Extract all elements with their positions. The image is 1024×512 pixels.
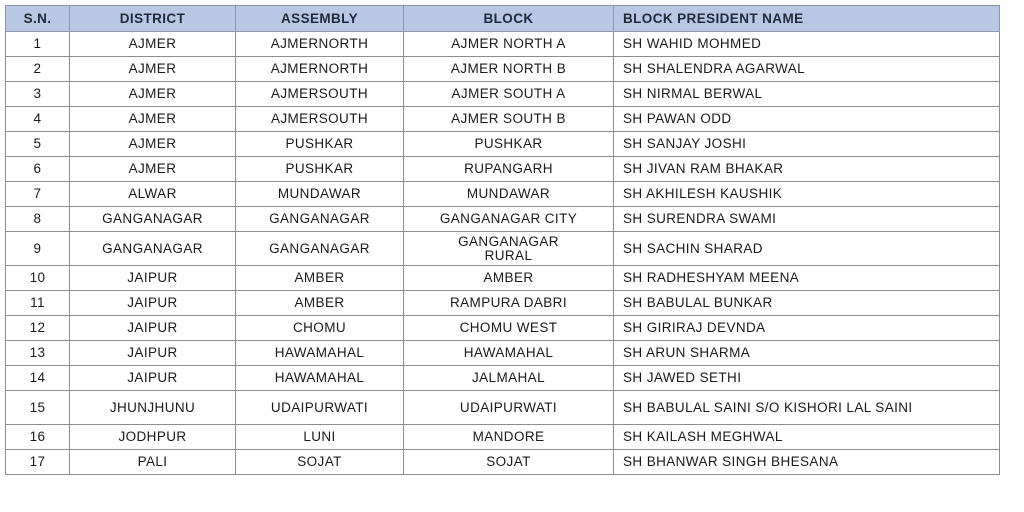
table-row (6, 132, 1000, 157)
cell-sn: 9 (6, 232, 70, 266)
cell-district: JAIPUR (70, 291, 236, 316)
cell-assembly: GANGANAGAR (236, 207, 404, 232)
cell-sn: 15 (6, 391, 70, 425)
table-row (6, 316, 1000, 341)
table-row (6, 57, 1000, 82)
cell-president: SH SURENDRA SWAMI (614, 207, 1000, 232)
cell-block: AJMER SOUTH B (404, 107, 614, 132)
cell-assembly: MUNDAWAR (236, 182, 404, 207)
cell-district: AJMER (70, 82, 236, 107)
table-row (6, 266, 1000, 291)
table-body (6, 32, 1000, 475)
cell-district: AJMER (70, 57, 236, 82)
cell-block: MUNDAWAR (404, 182, 614, 207)
cell-president: SH SANJAY JOSHI (614, 132, 1000, 157)
header-block-president-name: BLOCK PRESIDENT NAME (614, 6, 1000, 32)
cell-assembly: AJMERNORTH (236, 32, 404, 57)
cell-president: SH SHALENDRA AGARWAL (614, 57, 1000, 82)
cell-sn: 17 (6, 450, 70, 475)
cell-assembly: PUSHKAR (236, 157, 404, 182)
cell-sn: 8 (6, 207, 70, 232)
table-row (6, 425, 1000, 450)
table-row (6, 366, 1000, 391)
cell-district: GANGANAGAR (70, 232, 236, 266)
cell-assembly: CHOMU (236, 316, 404, 341)
cell-assembly: UDAIPURWATI (236, 391, 404, 425)
cell-assembly: AJMERSOUTH (236, 82, 404, 107)
table-row (6, 157, 1000, 182)
table-row (6, 182, 1000, 207)
table-row (6, 32, 1000, 57)
cell-district: AJMER (70, 132, 236, 157)
cell-district: JHUNJHUNU (70, 391, 236, 425)
cell-president: SH KAILASH MEGHWAL (614, 425, 1000, 450)
cell-block: AJMER NORTH B (404, 57, 614, 82)
cell-block: UDAIPURWATI (404, 391, 614, 425)
cell-district: JAIPUR (70, 366, 236, 391)
cell-president: SH BABULAL SAINI S/O KISHORI LAL SAINI (614, 391, 1000, 425)
cell-district: AJMER (70, 32, 236, 57)
cell-block: SOJAT (404, 450, 614, 475)
table-row (6, 291, 1000, 316)
cell-district: JAIPUR (70, 266, 236, 291)
table-row (6, 391, 1000, 425)
table-row (6, 207, 1000, 232)
cell-district: JODHPUR (70, 425, 236, 450)
header-block: BLOCK (404, 6, 614, 32)
table-header (6, 6, 1000, 32)
cell-sn: 11 (6, 291, 70, 316)
cell-president: SH BABULAL BUNKAR (614, 291, 1000, 316)
cell-assembly: AJMERSOUTH (236, 107, 404, 132)
cell-president: SH SACHIN SHARAD (614, 232, 1000, 266)
cell-president: SH PAWAN ODD (614, 107, 1000, 132)
cell-sn: 5 (6, 132, 70, 157)
cell-assembly: SOJAT (236, 450, 404, 475)
table-row (6, 107, 1000, 132)
cell-assembly: GANGANAGAR (236, 232, 404, 266)
cell-district: GANGANAGAR (70, 207, 236, 232)
cell-sn: 2 (6, 57, 70, 82)
cell-sn: 1 (6, 32, 70, 57)
cell-president: SH RADHESHYAM MEENA (614, 266, 1000, 291)
cell-assembly: HAWAMAHAL (236, 366, 404, 391)
cell-district: JAIPUR (70, 316, 236, 341)
cell-sn: 13 (6, 341, 70, 366)
cell-president: SH NIRMAL BERWAL (614, 82, 1000, 107)
cell-district: AJMER (70, 157, 236, 182)
cell-block: AMBER (404, 266, 614, 291)
cell-block: RAMPURA DABRI (404, 291, 614, 316)
cell-president: SH WAHID MOHMED (614, 32, 1000, 57)
cell-sn: 4 (6, 107, 70, 132)
cell-sn: 10 (6, 266, 70, 291)
cell-president: SH BHANWAR SINGH BHESANA (614, 450, 1000, 475)
cell-block: MANDORE (404, 425, 614, 450)
cell-sn: 12 (6, 316, 70, 341)
cell-president: SH ARUN SHARMA (614, 341, 1000, 366)
table-row (6, 82, 1000, 107)
cell-assembly: HAWAMAHAL (236, 341, 404, 366)
cell-assembly: LUNI (236, 425, 404, 450)
cell-sn: 6 (6, 157, 70, 182)
cell-block: GANGANAGAR CITY (404, 207, 614, 232)
cell-assembly: PUSHKAR (236, 132, 404, 157)
cell-sn: 16 (6, 425, 70, 450)
cell-assembly: AMBER (236, 266, 404, 291)
block-president-table-container (5, 5, 999, 475)
cell-assembly: AJMERNORTH (236, 57, 404, 82)
header-district: DISTRICT (70, 6, 236, 32)
table-row (6, 232, 1000, 266)
cell-block: CHOMU WEST (404, 316, 614, 341)
cell-district: ALWAR (70, 182, 236, 207)
cell-block: AJMER NORTH A (404, 32, 614, 57)
cell-assembly: AMBER (236, 291, 404, 316)
cell-district: AJMER (70, 107, 236, 132)
cell-block: HAWAMAHAL (404, 341, 614, 366)
header-sn: S.N. (6, 6, 70, 32)
table-row (6, 450, 1000, 475)
cell-president: SH JIVAN RAM BHAKAR (614, 157, 1000, 182)
cell-president: SH GIRIRAJ DEVNDA (614, 316, 1000, 341)
cell-district: JAIPUR (70, 341, 236, 366)
cell-president: SH JAWED SETHI (614, 366, 1000, 391)
header-row (6, 6, 1000, 32)
header-assembly: ASSEMBLY (236, 6, 404, 32)
table-row (6, 341, 1000, 366)
cell-block: AJMER SOUTH A (404, 82, 614, 107)
cell-block: JALMAHAL (404, 366, 614, 391)
cell-block: RUPANGARH (404, 157, 614, 182)
cell-sn: 14 (6, 366, 70, 391)
cell-district: PALI (70, 450, 236, 475)
cell-sn: 7 (6, 182, 70, 207)
cell-block: GANGANAGAR RURAL (404, 232, 614, 266)
cell-president: SH AKHILESH KAUSHIK (614, 182, 1000, 207)
cell-sn: 3 (6, 82, 70, 107)
block-president-table (5, 5, 1000, 475)
cell-block: PUSHKAR (404, 132, 614, 157)
